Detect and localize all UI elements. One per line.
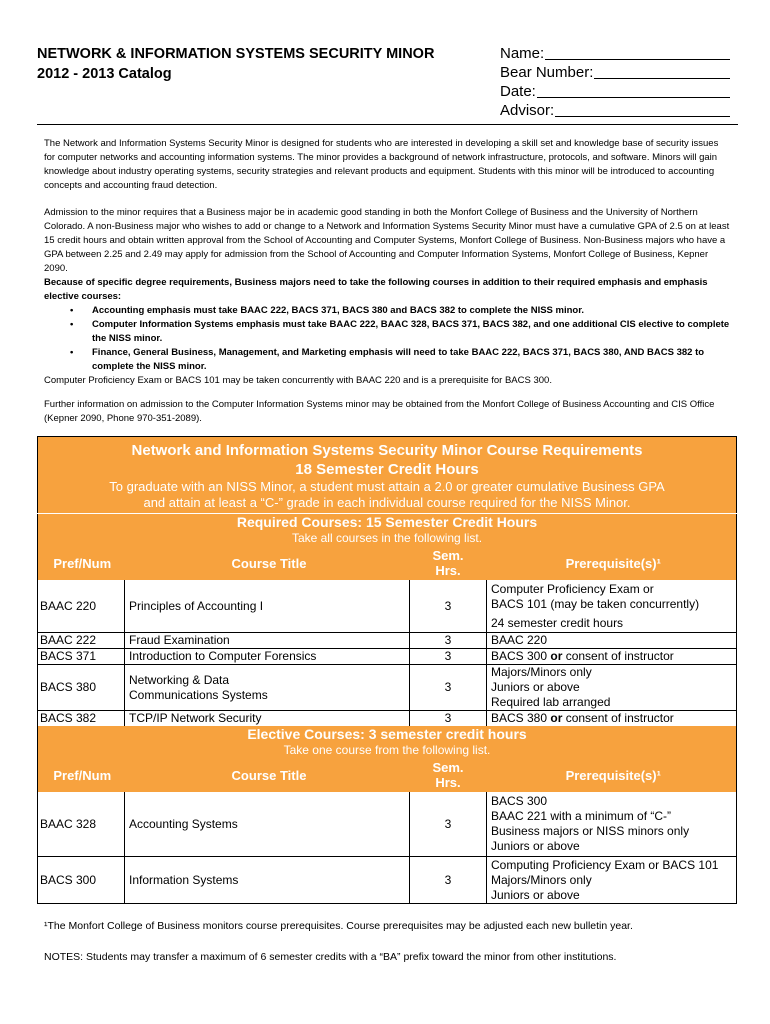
header-divider (37, 124, 738, 125)
further-info-paragraph: Further information on admission to the Computer Information Systems minor may be obtained from the Monfort College of Business Accounting and CIS Office (Kepner 2090, Phone 970-351-2089). (44, 399, 715, 424)
gpa-note: To graduate with an NISS Minor, a student must attain a 2.0 or greater cumulative Business GPA (38, 479, 737, 495)
admission-paragraph: Admission to the minor requires that a Business major be in academic good standing in both the Monfort College of Business and the University of Northern Colorado. A non-Business major who wishes to add or change to a Network and Information Systems Security Minor must have a cumulative GPA of 2.5 on at least 15 credit hours and obtain written approval from the School of Accounting and Computer Systems, Monfort College of Business. Non-Business majors who have a GPA between 2.25 and 2.49 may apply for admission from the School of Accounting and Computer Information Systems, Monfort College of Business, Kepner 2090. (44, 207, 730, 274)
column-header-pref: Pref/Num (38, 758, 125, 792)
intro-paragraph: The Network and Information Systems Security Minor is designed for students who are interested in developing a skill set and knowledge base of security issues for computer networks and accounting information systems. The minor provides a background of network infrastructure, protocols, and software. Minors will gain knowledge about industry operating systems, security strategies and relevant products and equipment. Students with this minor will be introduced to accounting concepts and accounting fraud detection. (44, 138, 719, 191)
elective-section-note: Take one course from the following list. (38, 743, 737, 758)
required-section-title: Required Courses: 15 Semester Credit Hours (38, 514, 737, 532)
grade-note: and attain at least a “C-” grade in each individual course required for the NISS Minor. (38, 495, 737, 514)
table-row: BAAC 222 Fraud Examination 3 BAAC 220 (38, 633, 737, 649)
table-row: BACS 380 Networking & Data Communications Systems 3 Majors/Minors only Juniors or above Required lab arranged (38, 665, 737, 711)
date-field[interactable]: Date: (500, 82, 730, 101)
student-info-form (500, 44, 730, 120)
elective-header-row (38, 758, 737, 792)
column-header-title: Course Title (125, 758, 410, 792)
list-item: • Computer Information Systems emphasis must take BAAC 222, BAAC 328, BACS 371, BACS 382, and one additional CIS elective to complete the NISS minor. (92, 318, 730, 346)
table-row: BACS 371 Introduction to Computer Forensics 3 BACS 300 or consent of instructor (38, 649, 737, 665)
table-row: BACS 300 Information Systems 3 Computing Proficiency Exam or BACS 101 Majors/Minors only Juniors or above (38, 857, 737, 904)
prerequisite-footnote: ¹The Monfort College of Business monitors course prerequisites. Course prerequisites may be adjusted each new bulletin year. (44, 920, 633, 932)
emphasis-list (44, 304, 730, 374)
table-title: Network and Information Systems Security Minor Course Requirements (38, 437, 737, 461)
elective-section-title: Elective Courses: 3 semester credit hours (38, 726, 737, 743)
advisor-field[interactable]: Advisor: (500, 101, 730, 120)
course-requirements-table (37, 436, 737, 904)
table-credits: 18 Semester Credit Hours (38, 460, 737, 479)
column-header-hrs: Sem. Hrs. (410, 546, 487, 580)
required-section-note: Take all courses in the following list. (38, 531, 737, 546)
catalog-year: 2012 - 2013 Catalog (37, 66, 172, 82)
column-header-prereq: Prerequisite(s)¹ (487, 758, 737, 792)
column-header-pref: Pref/Num (38, 546, 125, 580)
proficiency-note: Computer Proficiency Exam or BACS 101 may be taken concurrently with BAAC 220 and is a prerequisite for BACS 300. (44, 375, 552, 386)
emphasis-requirements: Because of specific degree requirements, Business majors need to take the following courses in addition to their required emphasis and emphasis elective courses: • Accounting emphasis must take BAAC 222, BACS 371, BACS 380 and BACS 382 to complete the NISS minor. • Computer Information Systems emphasis must take BAAC 222, BAAC 328, BACS 371, BACS 382, and one additional CIS elective to complete the NISS minor. • Finance, General Business, Management, and Marketing emphasis will need to take BAAC 222, BACS 371, BACS 380, AND BACS 382 to complete the NISS minor. (44, 276, 730, 374)
list-item: • Finance, General Business, Management, and Marketing emphasis will need to take BAAC 222, BACS 371, BACS 380, AND BACS 382 to complete the NISS minor. (92, 346, 730, 374)
table-row: BAAC 220 Principles of Accounting I 3 Computer Proficiency Exam or BACS 101 (may be taken concurrently) 24 semester credit hours (38, 580, 737, 633)
title-block (37, 44, 477, 84)
column-header-title: Course Title (125, 546, 410, 580)
column-header-prereq: Prerequisite(s)¹ (487, 546, 737, 580)
required-header-row (38, 546, 737, 580)
transfer-notes: NOTES: Students may transfer a maximum of 6 semester credits with a “BA” prefix toward the minor from other institutions. (44, 951, 617, 963)
table-row: BAAC 328 Accounting Systems 3 BACS 300 BAAC 221 with a minimum of “C-” Business majors or NISS minors only Juniors or above (38, 792, 737, 857)
column-header-hrs: Sem. Hrs. (410, 758, 487, 792)
bear-number-field[interactable]: Bear Number: (500, 63, 730, 82)
table-row: BACS 382 TCP/IP Network Security 3 BACS 380 or consent of instructor (38, 711, 737, 727)
page-title: NETWORK & INFORMATION SYSTEMS SECURITY MINOR (37, 46, 435, 62)
name-field[interactable]: Name: (500, 44, 730, 63)
list-item: • Accounting emphasis must take BAAC 222, BACS 371, BACS 380 and BACS 382 to complete the NISS minor. (92, 304, 730, 318)
